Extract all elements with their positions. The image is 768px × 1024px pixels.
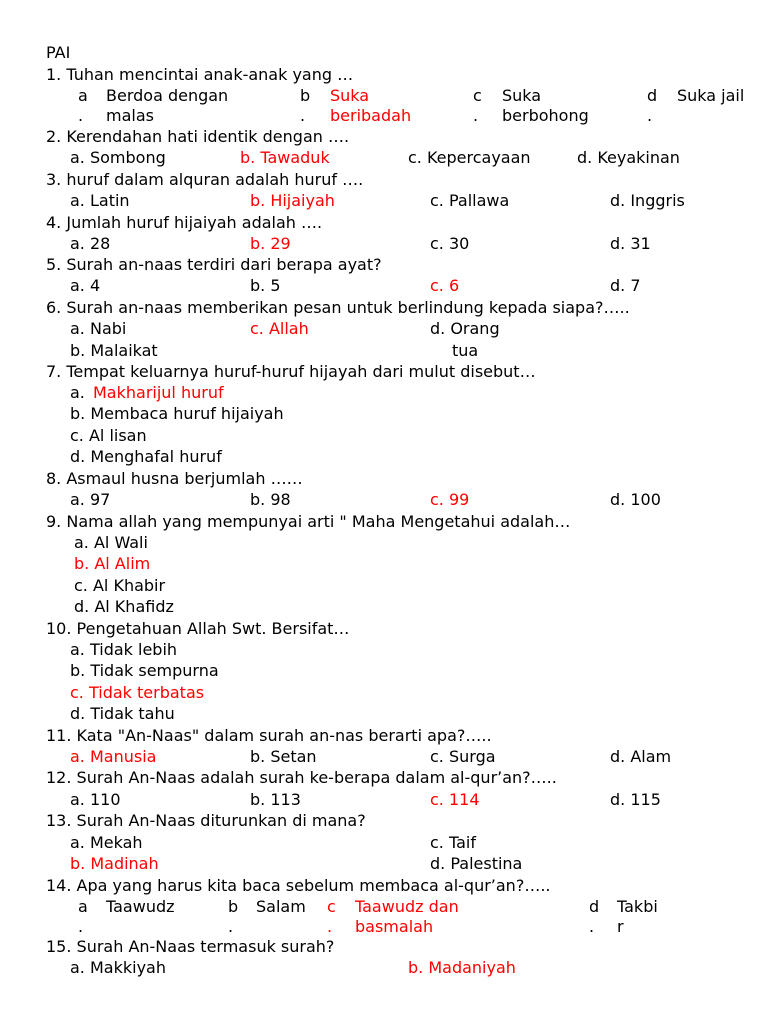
option-marker-dot-answer: . — [327, 917, 333, 936]
question-stem: 2. Kerendahan hati identik dengan …. — [46, 127, 350, 146]
option: a. Latin — [70, 191, 130, 210]
option-marker-dot: . — [647, 106, 653, 125]
option-marker-dot: . — [78, 106, 84, 125]
option: d. 115 — [610, 790, 661, 809]
option: b. 5 — [250, 276, 281, 295]
option-answer: c. Tidak terbatas — [70, 683, 205, 702]
option-marker: d — [647, 86, 658, 105]
option-text: berbohong — [502, 106, 589, 125]
option-text: Takbi — [617, 897, 658, 916]
option-text: Suka jail — [677, 86, 745, 105]
option-answer: c. 114 — [430, 790, 480, 809]
option: c. 30 — [430, 234, 470, 253]
option: c. Taif — [430, 833, 476, 852]
question-stem: 13. Surah An-Naas diturunkan di mana? — [46, 811, 366, 830]
question-stem: 6. Surah an-naas memberikan pesan untuk berlindung kepada siapa?….. — [46, 298, 630, 317]
question-stem: 15. Surah An-Naas termasuk surah? — [46, 937, 335, 956]
option-text: Salam — [256, 897, 306, 916]
option-text: r — [617, 917, 624, 936]
question-stem: 3. huruf dalam alquran adalah huruf …. — [46, 170, 364, 189]
option: a. Nabi — [70, 319, 127, 338]
option: a. Al Wali — [74, 533, 148, 552]
question-stem: 12. Surah An-Naas adalah surah ke-berapa dalam al-qur’an?….. — [46, 768, 557, 787]
option-answer: b. Madaniyah — [408, 958, 516, 977]
option: d. 100 — [610, 490, 661, 509]
option-answer: c. 99 — [430, 490, 470, 509]
option-marker: a. — [70, 383, 85, 402]
question-stem: 1. Tuhan mencintai anak-anak yang … — [46, 65, 354, 84]
option-marker-dot: . — [473, 106, 479, 125]
option: d. 31 — [610, 234, 651, 253]
question-stem: 4. Jumlah huruf hijaiyah adalah …. — [46, 213, 323, 232]
option-text-answer: Suka — [330, 86, 370, 105]
option-answer: c. Allah — [250, 319, 309, 338]
option-marker-dot: . — [228, 917, 234, 936]
option: c. Pallawa — [430, 191, 510, 210]
option-text-answer: beribadah — [330, 106, 412, 125]
option: d. 7 — [610, 276, 641, 295]
question-stem: 7. Tempat keluarnya huruf-huruf hijayah dari mulut disebut… — [46, 362, 536, 381]
option: c. Kepercayaan — [408, 148, 531, 167]
option-marker-dot: . — [78, 917, 84, 936]
option-answer: a. Manusia — [70, 747, 157, 766]
option: a. 110 — [70, 790, 121, 809]
option-answer: b. Madinah — [70, 854, 159, 873]
option: a. 4 — [70, 276, 101, 295]
option-continuation: tua — [452, 341, 479, 360]
option-answer: b. Hijaiyah — [250, 191, 335, 210]
option: c. Al Khabir — [74, 576, 166, 595]
option-marker: a — [78, 897, 88, 916]
option: d. Alam — [610, 747, 672, 766]
option: b. 113 — [250, 790, 301, 809]
option-text: Taawudz — [106, 897, 175, 916]
question-stem: 8. Asmaul husna berjumlah …… — [46, 469, 303, 488]
question-stem: 5. Surah an-naas terdiri dari berapa ayat? — [46, 255, 382, 274]
option-marker-dot: . — [589, 917, 595, 936]
question-stem: 11. Kata "An-Naas" dalam surah an-nas berarti apa?….. — [46, 726, 492, 745]
option-answer: b. Tawaduk — [240, 148, 330, 167]
option: d. Orang — [430, 319, 500, 338]
option-answer: c. 6 — [430, 276, 460, 295]
option: a. 28 — [70, 234, 111, 253]
option: d. Inggris — [610, 191, 685, 210]
option-marker: b — [228, 897, 239, 916]
option-marker: d — [589, 897, 600, 916]
option-text-answer: basmalah — [355, 917, 434, 936]
option: b. Setan — [250, 747, 317, 766]
option: b. Tidak sempurna — [70, 661, 219, 680]
page-title: PAI — [46, 43, 71, 62]
option: d. Menghafal huruf — [70, 447, 222, 466]
option: a. Tidak lebih — [70, 640, 178, 659]
option: c. Al lisan — [70, 426, 147, 445]
option-answer: b. Al Alim — [74, 554, 151, 573]
option: a. Makkiyah — [70, 958, 166, 977]
option-marker-answer: c — [327, 897, 336, 916]
option: b. Membaca huruf hijaiyah — [70, 404, 284, 423]
question-stem: 14. Apa yang harus kita baca sebelum membaca al-qur’an?….. — [46, 876, 551, 895]
option: d. Palestina — [430, 854, 523, 873]
option: b. Malaikat — [70, 341, 158, 360]
option: a. Sombong — [70, 148, 166, 167]
option-answer: b. 29 — [250, 234, 291, 253]
option: d. Al Khafidz — [74, 597, 174, 616]
option-marker-dot: . — [300, 106, 306, 125]
option: d. Tidak tahu — [70, 704, 175, 723]
question-stem: 9. Nama allah yang mempunyai arti " Maha Mengetahui adalah… — [46, 512, 571, 531]
option-answer: Makharijul huruf — [93, 383, 224, 402]
option-text: Berdoa dengan — [106, 86, 229, 105]
option: a. 97 — [70, 490, 111, 509]
option-text: malas — [106, 106, 154, 125]
option: a. Mekah — [70, 833, 143, 852]
option-marker: c — [473, 86, 482, 105]
option: b. 98 — [250, 490, 291, 509]
option: c. Surga — [430, 747, 496, 766]
option-text-answer: Taawudz dan — [355, 897, 459, 916]
question-stem: 10. Pengetahuan Allah Swt. Bersifat… — [46, 619, 350, 638]
option: d. Keyakinan — [577, 148, 680, 167]
option-marker: b — [300, 86, 311, 105]
option-marker: a — [78, 86, 88, 105]
option-text: Suka — [502, 86, 542, 105]
